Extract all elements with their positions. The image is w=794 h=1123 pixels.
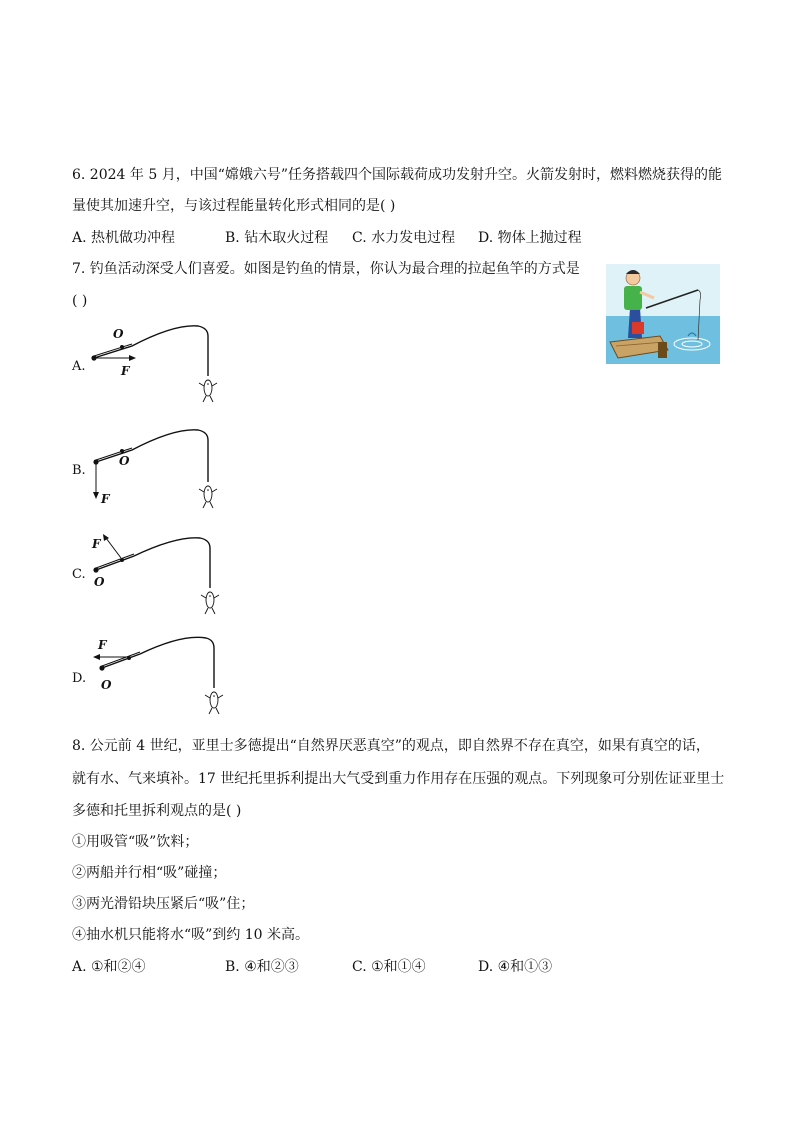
diagram-b-pivot-label: O xyxy=(119,454,130,468)
q6-option-b: B. 钻木取火过程 xyxy=(225,230,329,246)
q8-item-3: ③两光滑铅块压紧后“吸”住； xyxy=(72,896,255,912)
q6-stem-line2: 量使其加速升空，与该过程能量转化形式相同的是( ) xyxy=(72,198,396,214)
fish-icon xyxy=(199,486,217,508)
diagram-a-pivot-label: O xyxy=(113,327,124,341)
fishing-scene-image xyxy=(606,264,720,364)
q7-stem-line1: 7. 钓鱼活动深受人们喜爱。如图是钓鱼的情景，你认为最合理的拉起鱼竿的方式是 xyxy=(72,261,580,277)
q8-stem-line1: 8. 公元前 4 世纪，亚里士多德提出“自然界厌恶真空”的观点，即自然界不存在真空，如果有真空的话， xyxy=(72,738,710,754)
diagram-c-force-label: F xyxy=(92,537,101,551)
q8-item-1: ①用吸管“吸”饮料； xyxy=(72,834,199,850)
q6-stem-line1: 6. 2024 年 5 月，中国“嫦娥六号”任务搭载四个国际载荷成功发射升空。火箭发射时，燃料燃烧获得的能 xyxy=(72,167,723,183)
q6-option-c: C. 水力发电过程 xyxy=(352,230,456,246)
q8-item-4: ④抽水机只能将水“吸”到约 10 米高。 xyxy=(72,927,310,943)
option-c-letter: C. xyxy=(72,567,86,582)
q8-stem-line3: 多德和托里拆利观点的是( ) xyxy=(72,803,242,819)
diagram-b-force-label: F xyxy=(101,492,110,506)
q8-option-a: A. ①和②④ xyxy=(72,959,146,975)
diagram-d-force-label: F xyxy=(98,638,107,652)
diagram-a xyxy=(84,316,224,416)
option-a-letter: A. xyxy=(72,359,86,374)
q8-option-b: B. ④和②③ xyxy=(225,959,299,975)
q8-item-2: ②两船并行相“吸”碰撞； xyxy=(72,865,227,881)
q8-option-c: C. ①和①④ xyxy=(352,959,426,975)
option-d-letter: D. xyxy=(72,671,87,686)
diagram-a-force-label: F xyxy=(121,364,130,378)
diagram-c xyxy=(84,524,224,624)
diagram-c-pivot-label: O xyxy=(94,575,105,589)
q6-option-a: A. 热机做功冲程 xyxy=(72,230,176,246)
q8-option-d: D. ④和①③ xyxy=(478,959,553,975)
q8-stem-line2: 就有水、气来填补。17 世纪托里拆利提出大气受到重力作用存在压强的观点。下列现象可分别佐证亚里士 xyxy=(72,771,725,787)
fish-icon xyxy=(199,380,217,402)
q6-option-d: D. 物体上抛过程 xyxy=(478,230,582,246)
fish-icon xyxy=(205,692,223,714)
option-b-letter: B. xyxy=(72,463,86,478)
q7-stem-line2: ( ) xyxy=(72,293,88,309)
fish-icon xyxy=(201,592,219,614)
diagram-d-pivot-label: O xyxy=(101,678,112,692)
